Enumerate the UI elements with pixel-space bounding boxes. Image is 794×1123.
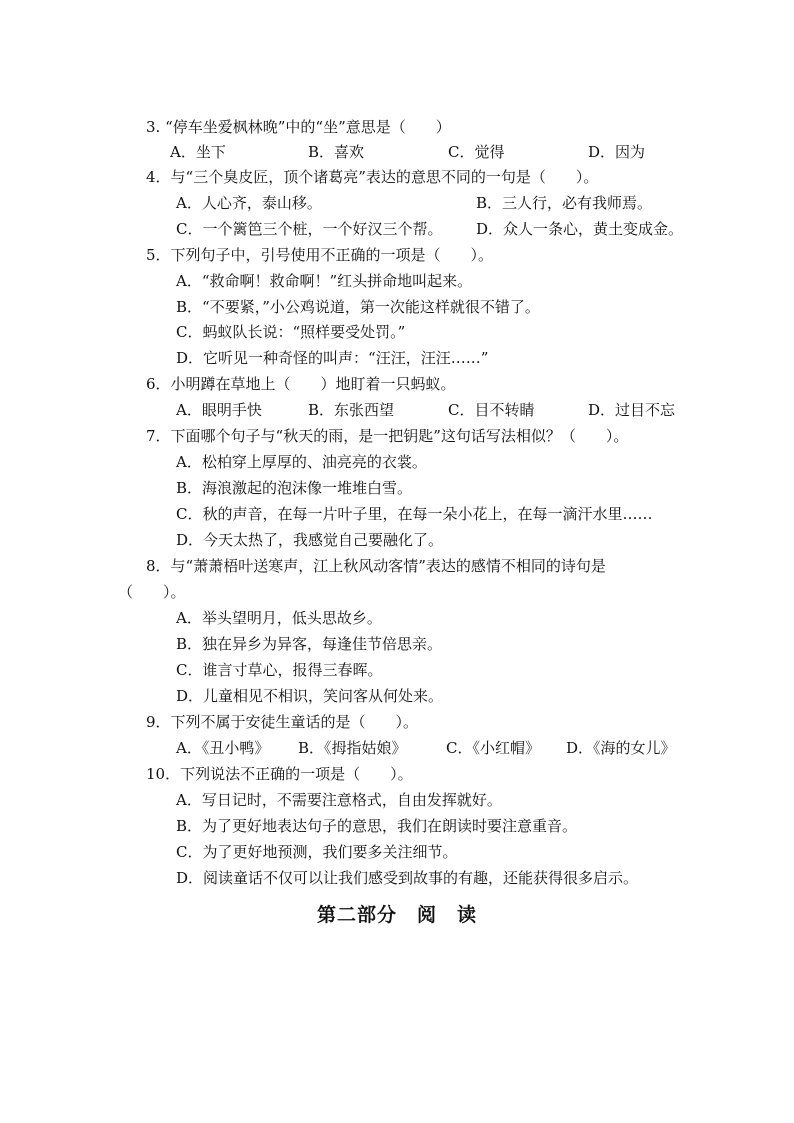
question-8-stem: 8．与“萧萧梧叶送寒声，江上秋风动客情”表达的感情不相同的诗句是 [146,557,606,575]
question-3-option-c: C．觉得 [448,143,505,161]
question-4-stem: 4．与“三个臭皮匠，顶个诸葛亮”表达的意思不同的一句是（ ）。 [146,168,599,186]
question-3-option-b: B．喜欢 [308,143,365,161]
question-5-option-a: A．“救命啊！救命啊！”红头拼命地叫起来。 [176,272,473,290]
question-4-option-c: C．一个篱笆三个桩，一个好汉三个帮。 [176,220,443,238]
question-8-option-a: A．举头望明月，低头思故乡。 [176,609,382,627]
question-10-option-a: A．写日记时，不需要注意格式，自由发挥就好。 [176,791,502,809]
question-5-option-c: C．蚂蚁队长说：“照样要受处罚。” [176,323,406,341]
question-6-option-c: C．目不转睛 [448,401,535,419]
question-7-option-c: C．秋的声音，在每一片叶子里，在每一朵小花上，在每一滴汗水里…… [176,505,653,523]
question-4-option-a: A．人心齐，泰山移。 [176,194,322,212]
question-9-option-b: B．《拇指姑娘》 [298,739,407,757]
question-6-option-a: A．眼明手快 [176,401,262,419]
question-7-option-a: A．松柏穿上厚厚的、油亮亮的衣裳。 [176,453,427,471]
question-9-option-d: D．《海的女儿》 [566,739,676,757]
question-10-option-b: B．为了更好地表达句子的意思，我们在朗读时要注意重音。 [176,817,578,835]
question-10-option-d: D．阅读童话不仅可以让我们感受到故事的有趣，还能获得很多启示。 [176,869,639,887]
question-3-option-d: D．因为 [588,143,646,161]
question-8-stem-continued: （ ）。 [118,583,186,601]
question-4-option-d: D．众人一条心，黄土变成金。 [476,220,684,238]
question-9-option-c: C．《小红帽》 [446,739,540,757]
question-3-option-a: A．坐下 [170,143,226,161]
section-heading: 第二部分 阅 读 [316,904,477,926]
question-10-option-c: C．为了更好地预测，我们要多关注细节。 [176,843,458,861]
question-5-stem: 5．下列句子中，引号使用不正确的一项是（ ）。 [146,246,494,264]
question-3-stem: 3. “停车坐爱枫林晚”中的“坐”意思是（ ） [146,118,451,136]
question-5-option-d: D．它听见一种奇怪的叫声：“汪汪，汪汪……” [176,349,489,367]
question-10-stem: 10．下列说法不正确的一项是（ ）。 [146,765,413,783]
question-9-option-a: A．《丑小鸭》 [176,739,270,757]
question-8-option-b: B．独在异乡为异客，每逢佳节倍思亲。 [176,635,443,653]
question-6-option-d: D．过目不忘 [588,401,676,419]
question-7-stem: 7．下面哪个句子与“秋天的雨，是一把钥匙”这句话写法相似？（ ）。 [146,427,629,445]
question-5-option-b: B．“不要紧，”小公鸡说道，第一次能这样就很不错了。 [176,298,540,316]
question-4-option-b: B．三人行，必有我师焉。 [476,194,653,212]
question-7-option-b: B．海浪激起的泡沫像一堆堆白雪。 [176,479,413,497]
question-8-option-d: D．儿童相见不相识，笑问客从何处来。 [176,687,444,705]
question-7-option-d: D．今天太热了，我感觉自己要融化了。 [176,531,444,549]
question-6-option-b: B．东张西望 [308,401,395,419]
question-8-option-c: C．谁言寸草心，报得三春晖。 [176,661,383,679]
question-6-stem: 6．小明蹲在草地上（ ）地盯着一只蚂蚁。 [146,375,456,393]
question-9-stem: 9．下列不属于安徒生童话的是（ ）。 [146,713,419,731]
